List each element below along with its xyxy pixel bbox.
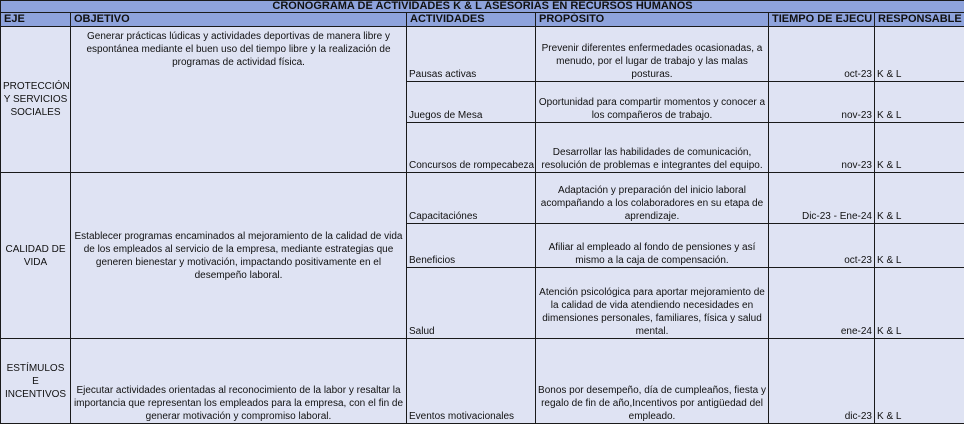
proposito-cell[interactable]: Prevenir diferentes enfermedades ocasionadas, a menudo, por el lugar de trabajo y las malas posturas. xyxy=(536,27,769,82)
proposito-cell[interactable]: Oportunidad para compartir momentos y conocer a los compañeros de trabajo. xyxy=(536,82,769,123)
objetivo-cell[interactable]: Establecer programas encaminados al mejoramiento de la calidad de vida de los empleados al servicio de la empresa, mediante estrategias que generen bienestar y motivación, impactando positivamente en el desempeño laboral. xyxy=(71,173,407,339)
responsable-cell[interactable]: K & L xyxy=(875,82,964,123)
responsable-cell[interactable]: K & L xyxy=(875,27,964,82)
table-row xyxy=(1,339,964,424)
responsable-cell[interactable]: K & L xyxy=(875,268,964,339)
actividad-cell[interactable]: Concursos de rompecabeza xyxy=(407,123,536,173)
tiempo-cell[interactable]: Dic-23 - Ene-24 xyxy=(769,173,875,224)
header-row xyxy=(1,13,964,27)
tiempo-cell[interactable]: nov-23 xyxy=(769,82,875,123)
header-actividades[interactable]: ACTIVIDADES xyxy=(407,13,536,27)
header-eje[interactable]: EJE xyxy=(1,13,71,27)
actividad-cell[interactable]: Pausas activas xyxy=(407,27,536,82)
eje-cell[interactable]: CALIDAD DE VIDA xyxy=(1,173,71,339)
responsable-cell[interactable]: K & L xyxy=(875,173,964,224)
tiempo-cell[interactable]: nov-23 xyxy=(769,123,875,173)
header-objetivo[interactable]: OBJETIVO xyxy=(71,13,407,27)
header-proposito[interactable]: PROPÓSITO xyxy=(536,13,769,27)
tiempo-cell[interactable]: oct-23 xyxy=(769,224,875,268)
actividad-cell[interactable]: Capacitaciónes xyxy=(407,173,536,224)
tiempo-cell[interactable]: ene-24 xyxy=(769,268,875,339)
actividad-cell[interactable]: Beneficios xyxy=(407,224,536,268)
header-responsable[interactable]: RESPONSABLE xyxy=(875,13,964,27)
table-row xyxy=(1,173,964,224)
objetivo-cell[interactable]: Generar prácticas lúdicas y actividades deportivas de manera libre y espontánea mediante el buen uso del tiempo libre y la realización de programas de actividad física. xyxy=(71,27,407,173)
responsable-cell[interactable]: K & L xyxy=(875,339,964,424)
tiempo-cell[interactable]: oct-23 xyxy=(769,27,875,82)
proposito-cell[interactable]: Bonos por desempeño, día de cumpleaños, fiesta y regalo de fin de año,Incentivos por antigüedad del empleado. xyxy=(536,339,769,424)
responsable-cell[interactable]: K & L xyxy=(875,123,964,173)
eje-cell[interactable]: ESTÍMULOS E INCENTIVOS xyxy=(1,339,71,424)
proposito-cell[interactable]: Desarrollar las habilidades de comunicación, resolución de problemas e integrantes del equipo. xyxy=(536,123,769,173)
sheet-title[interactable]: CRONOGRAMA DE ACTIVIDADES K & L ASESORIAS EN RECURSOS HUMANOS xyxy=(1,1,964,13)
proposito-cell[interactable]: Adaptación y preparación del inicio laboral acompañando a los colaboradores en su etapa de aprendizaje. xyxy=(536,173,769,224)
eje-cell[interactable]: PROTECCIÓN Y SERVICIOS SOCIALES xyxy=(1,27,71,173)
proposito-cell[interactable]: Atención psicológica para aportar mejoramiento de la calidad de vida atendiendo necesidades en dimensiones personales, familiares, física y salud mental. xyxy=(536,268,769,339)
header-tiempo[interactable]: TIEMPO DE EJECU xyxy=(769,13,875,27)
actividad-cell[interactable]: Salud xyxy=(407,268,536,339)
actividad-cell[interactable]: Juegos de Mesa xyxy=(407,82,536,123)
actividad-cell[interactable]: Eventos motivacionales xyxy=(407,339,536,424)
table-row xyxy=(1,27,964,82)
proposito-cell[interactable]: Afiliar al empleado al fondo de pensiones y así mismo a la caja de compensación. xyxy=(536,224,769,268)
title-row xyxy=(1,1,964,13)
responsable-cell[interactable]: K & L xyxy=(875,224,964,268)
tiempo-cell[interactable]: dic-23 xyxy=(769,339,875,424)
objetivo-cell[interactable]: Ejecutar actividades orientadas al reconocimiento de la labor y resaltar la importancia que representan los empleados para la empresa, con el fin de generar motivación y compromiso laboral. xyxy=(71,339,407,424)
